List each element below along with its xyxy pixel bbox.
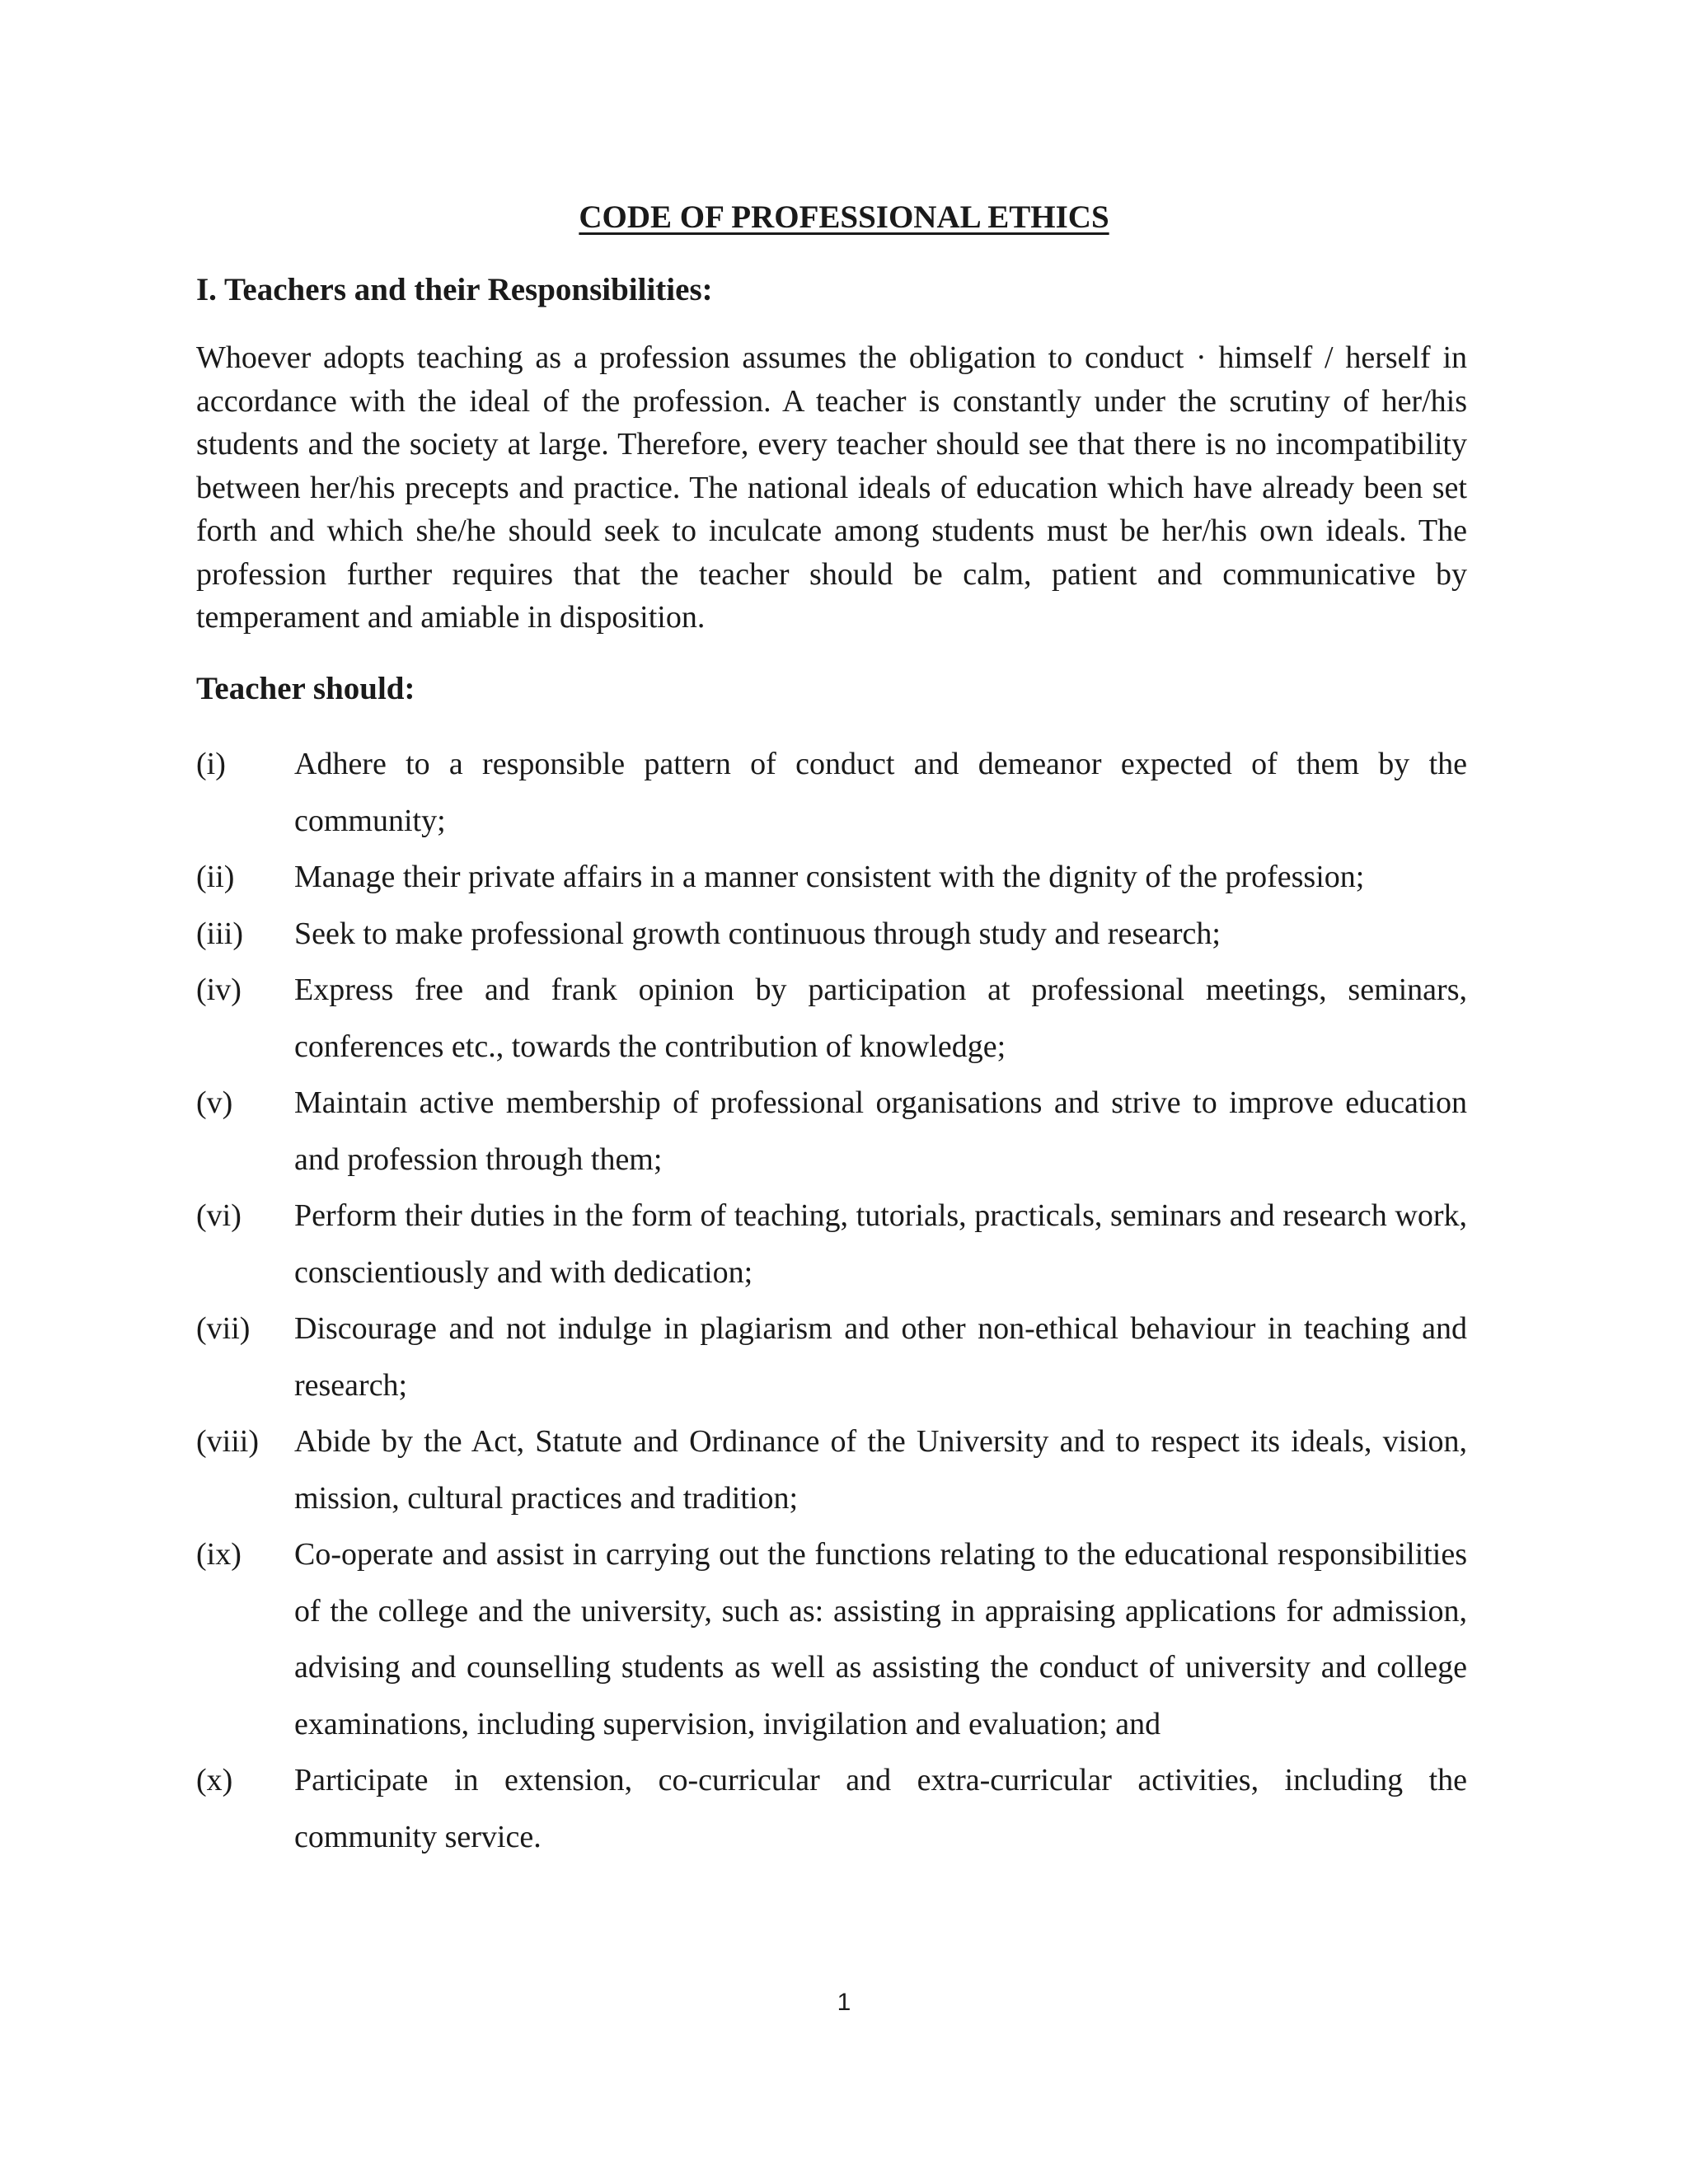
list-item-number: (i) xyxy=(196,747,226,781)
list-item xyxy=(196,1413,1467,1526)
list-item xyxy=(196,1526,1467,1752)
list-item xyxy=(196,1188,1467,1301)
page-title xyxy=(0,196,1688,239)
list-item-text: Co-operate and assist in carrying out the functions relating to the educational responsibilities of the college and the university, such as: assisting in appraising applications for admission, advising and counselling students as well as assisting the conduct of university and college examinations, including supervision, invigilation and evaluation; and xyxy=(294,1537,1467,1741)
list-item-text: Participate in extension, co-curricular and extra-curricular activities, including the community service. xyxy=(294,1763,1467,1854)
list-item-number: (vii) xyxy=(196,1311,251,1346)
list-item-number: (x) xyxy=(196,1763,233,1797)
list-item xyxy=(196,1752,1467,1865)
list-item-text: Perform their duties in the form of teaching, tutorials, practicals, seminars and research work, conscientiously and with dedication; xyxy=(294,1198,1467,1290)
list-item-number: (v) xyxy=(196,1085,233,1120)
list-item-number: (iv) xyxy=(196,972,241,1007)
list-item-text: Discourage and not indulge in plagiarism and other non-ethical behaviour in teaching and research; xyxy=(294,1311,1467,1403)
list-item-number: (vi) xyxy=(196,1198,241,1233)
list-item xyxy=(196,906,1467,963)
list-item xyxy=(196,849,1467,906)
list-item-text: Seek to make professional growth continuous through study and research; xyxy=(294,916,1221,951)
list-item-text: Maintain active membership of professional organisations and strive to improve education and profession through them; xyxy=(294,1085,1467,1177)
list-item-number: (viii) xyxy=(196,1424,259,1459)
page-number: 1 xyxy=(837,1989,851,2016)
section-heading: I. Teachers and their Responsibilities: xyxy=(196,272,713,307)
list-item-number: (ii) xyxy=(196,860,235,894)
page-title-text: CODE OF PROFESSIONAL ETHICS xyxy=(579,199,1109,235)
list-item-text: Abide by the Act, Statute and Ordinance of the University and to respect its ideals, vision, mission, cultural practices and tradition; xyxy=(294,1424,1467,1516)
list-item-text: Express free and frank opinion by participation at professional meetings, seminars, conferences etc., towards the contribution of knowledge; xyxy=(294,972,1467,1064)
list-heading: Teacher should: xyxy=(196,671,415,706)
list-item-number: (iii) xyxy=(196,916,243,951)
list-item xyxy=(196,962,1467,1075)
intro-paragraph: Whoever adopts teaching as a profession assumes the obligation to conduct · himself / herself in accordance with the ideal of the profession. A teacher is constantly under the scrutiny of her/his students and the society at large. Therefore, every teacher should see that there is no incompatibility between her/his precepts and practice. The national ideals of education which have already been set forth and which she/he should seek to inculcate among students must be her/his own ideals. The profession further requires that the teacher should be calm, patient and communicative by temperament and amiable in disposition. xyxy=(196,340,1467,635)
list-item xyxy=(196,1075,1467,1188)
list-item xyxy=(196,736,1467,849)
list-item-text: Adhere to a responsible pattern of conduct and demeanor expected of them by the community; xyxy=(294,747,1467,838)
list-item xyxy=(196,1301,1467,1413)
list-item-text: Manage their private affairs in a manner consistent with the dignity of the profession; xyxy=(294,860,1365,894)
responsibilities-list xyxy=(196,736,1467,1865)
list-item-number: (ix) xyxy=(196,1537,241,1572)
